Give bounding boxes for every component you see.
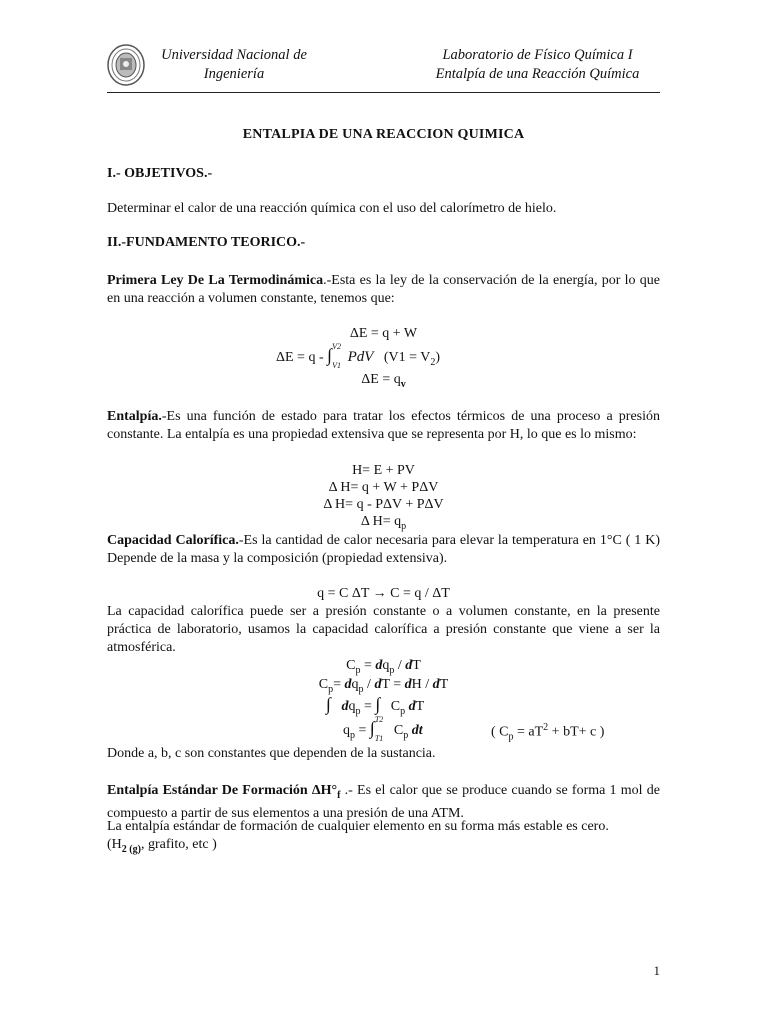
cp1-eq: = xyxy=(360,658,376,673)
estandar-rest: , grafito, etc ) xyxy=(140,837,217,852)
cp4-note-b: = aT xyxy=(513,724,544,740)
cp4-eq: = xyxy=(355,723,370,738)
eq2-note: (V1 = V xyxy=(383,350,431,365)
header-university xyxy=(150,46,318,84)
cp1-t: T xyxy=(412,658,421,673)
cp2-t: T xyxy=(439,677,449,692)
eq2-note-end: ) xyxy=(435,350,441,365)
cp2-d1: d xyxy=(344,677,352,692)
header-divider xyxy=(107,92,660,93)
capacidad-paragraph-2: La capacidad calorífica puede ser a presión constante o a volumen constante, en la presente práctica de laboratorio, usamos la capacidad calorífica a presión constante que viene a ser la atmosférica. xyxy=(107,604,660,655)
estandar-term: Entalpía Estándar De Formación ΔH° xyxy=(107,783,338,798)
cp3-integral-1: ∫ xyxy=(326,694,331,714)
cp3-c-sub: p xyxy=(400,705,406,717)
cp3-q-sub: p xyxy=(355,705,361,717)
equation-enthalpy-2: Δ H= q + W + PΔV xyxy=(328,480,439,495)
cp4-upper-limit: T2 xyxy=(374,714,384,724)
cp1-d2: d xyxy=(405,658,413,673)
eq2-body: PdV xyxy=(347,349,374,365)
capacidad-text: -Es la cantidad de calor necesaria para elevar la temperatura en 1°C ( 1 K) Depende de la masa y la composición (propiedad extensiva). xyxy=(107,533,660,566)
cp4-note-a: ( C xyxy=(491,724,509,740)
header-lab-line1: Laboratorio de Físico Química I xyxy=(442,47,633,63)
eq2-prefix: ΔE = q - xyxy=(276,350,324,365)
equation-energy-3 xyxy=(107,371,660,393)
equation-enthalpy-1: H= E + PV xyxy=(352,463,415,478)
cp2-eq: = xyxy=(333,677,345,692)
page-number: 1 xyxy=(653,963,660,978)
cp2-q: q xyxy=(351,677,359,692)
estandar-sub: f xyxy=(337,789,341,801)
cp3-t: T xyxy=(415,699,425,714)
equation-energy-2 xyxy=(276,341,441,370)
section-fundamento-heading: II.-FUNDAMENTO TEORICO.- xyxy=(107,235,306,250)
cp1-d1: d xyxy=(375,658,383,673)
section-objetivos-heading: I.- OBJETIVOS.- xyxy=(107,166,213,181)
eq2-upper-limit: V2 xyxy=(332,341,341,351)
cp4-note-sub: p xyxy=(508,731,514,743)
equation-energy-1: ΔE = q + W xyxy=(349,326,418,341)
cp3-eq: = xyxy=(360,699,376,714)
capacidad-paragraph xyxy=(107,532,660,568)
cp2-c-sub: p xyxy=(328,683,334,695)
cp4-c: C xyxy=(393,723,404,738)
cp3-c: C xyxy=(390,699,401,714)
cp3-d: d xyxy=(341,699,349,714)
estandar-h-sub: 2 (g) xyxy=(121,843,141,855)
cp2-d4: d xyxy=(432,677,440,692)
equation-cp-4-note xyxy=(491,722,604,742)
primera-ley-term: Primera Ley De La Termodinámica xyxy=(107,273,324,288)
cp4-integral: ∫ xyxy=(369,718,375,738)
equation-enthalpy-3: Δ H= q - PΔV + PΔV xyxy=(323,497,444,512)
entalpia-text: -Es una función de estado para tratar los efectos térmicos de una proceso a presión constante. La entalpía es una propiedad extensiva que se representa por H, lo que es lo mismo: xyxy=(107,409,660,442)
university-seal-icon xyxy=(107,44,145,86)
equation-heat-capacity: q = C ΔT → C = q / ΔT xyxy=(317,586,450,601)
estandar-h: (H xyxy=(107,837,122,852)
cp3-q: q xyxy=(348,699,356,714)
estandar-text-3 xyxy=(107,836,660,859)
primera-ley-paragraph xyxy=(107,272,660,308)
eq3-sub: v xyxy=(400,378,406,390)
cp2-d3: d xyxy=(404,677,412,692)
cp4-note-sup: 2 xyxy=(543,722,549,733)
cp4-dt: dt xyxy=(411,723,423,738)
estandar-text-2: La entalpía estándar de formación de cualquier elemento en su forma más estable es cero. xyxy=(107,819,609,834)
h4-text: Δ H= q xyxy=(360,514,402,529)
cp2-d2: d xyxy=(374,677,382,692)
cp1-q: q xyxy=(382,658,390,673)
header-lab-line2: Entalpía de una Reacción Química xyxy=(435,66,640,82)
cp1-c-sub: p xyxy=(355,664,361,676)
estandar-paragraph xyxy=(107,782,660,823)
capacidad-term: Capacidad Calorífica. xyxy=(107,533,239,548)
eq3-text: ΔE = q xyxy=(361,372,401,387)
equation-cp-3 xyxy=(326,694,424,717)
cp4-note-c: + bT+ c ) xyxy=(548,724,605,740)
cp1-slash: / xyxy=(394,658,406,673)
cp1-q-sub: p xyxy=(389,664,395,676)
header-lab xyxy=(400,46,675,84)
cp2-t-eq: T = xyxy=(381,677,405,692)
cp4-q: q xyxy=(343,723,350,738)
cp4-q-sub: p xyxy=(350,729,355,741)
eq2-lower-limit: V1 xyxy=(332,360,341,370)
objetivos-text: Determinar el calor de una reacción química con el uso del calorímetro de hielo. xyxy=(107,201,557,216)
cp1-c: C xyxy=(346,658,356,673)
equation-cp-4 xyxy=(343,714,423,743)
cp2-slash: / xyxy=(363,677,375,692)
integral-symbol: ∫ xyxy=(327,345,333,365)
cp2-h-slash: H / xyxy=(411,677,433,692)
eq2-note-sub: 2 xyxy=(430,356,436,368)
entalpia-term: Entalpía. xyxy=(107,409,162,424)
cp4-c-sub: p xyxy=(403,729,409,741)
header-university-line1: Universidad Nacional de xyxy=(161,47,307,63)
donde-text: Donde a, b, c son constantes que dependen de la sustancia. xyxy=(107,746,436,761)
estandar-text: .- Es el calor que se produce cuando se forma 1 mol de compuesto a partir de sus elementos a una presión de una ATM. xyxy=(107,783,660,821)
cp2-c: C xyxy=(318,677,329,692)
cp4-lower-limit: T1 xyxy=(374,733,384,743)
cp3-dt-d: d xyxy=(408,699,416,714)
document-title: ENTALPIA DE UNA REACCION QUIMICA xyxy=(242,127,525,142)
primera-ley-text: .-Esta es la ley de la conservación de la energía, por lo que en una reacción a volumen constante, tenemos que: xyxy=(107,273,660,306)
cp3-integral-2: ∫ xyxy=(375,694,381,714)
cp2-q-sub: p xyxy=(358,683,364,695)
header-university-line2: Ingeniería xyxy=(203,66,265,82)
entalpia-paragraph xyxy=(107,408,660,444)
h4-sub: p xyxy=(401,520,407,532)
